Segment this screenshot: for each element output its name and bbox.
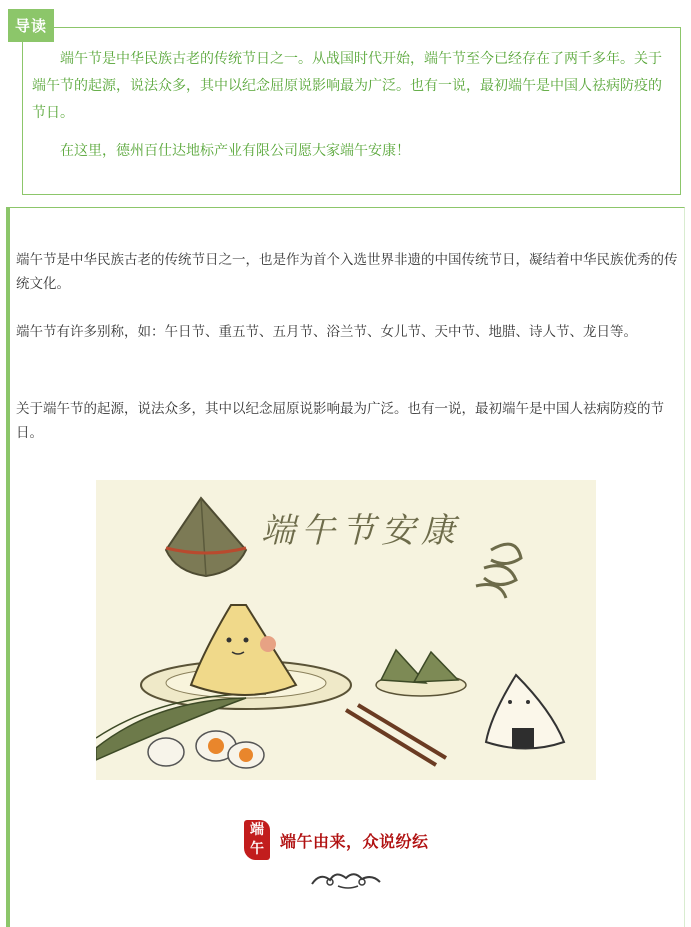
intro-paragraph: 端午节是中华民族古老的传统节日之一。从战国时代开始，端午节至今已经存在了两千多年。关于端午节的起源，说法众多，其中以纪念屈原说影响最为广泛。也有一说，最初端午是中国人祛病防疫的节日。 [32, 51, 662, 121]
rice-ball-character [191, 605, 296, 695]
intro-greeting: 在这里，德州百仕达地标产业有限公司愿大家端午安康！ [60, 143, 410, 159]
seal-text: 端午 [250, 822, 264, 857]
cloud-ornament-icon [308, 866, 388, 892]
intro-text [32, 46, 662, 165]
article-paragraph-2: 端午节有许多别称，如：午日节、重五节、五月节、浴兰节、女儿节、天中节、地腊、诗人节、龙日等。 [16, 324, 637, 340]
article-paragraph-3: 关于端午节的起源，说法众多，其中以纪念屈原说影响最为广泛。也有一说，最初端午是中国人祛病防疫的节日。 [16, 401, 664, 441]
section-heading [244, 820, 429, 860]
chopsticks [346, 710, 436, 765]
section-heading-text: 端午由来，众说纷纭 [280, 831, 429, 851]
banner-calligraphy: 端午节安康 [261, 511, 461, 551]
dragon-boat-banner [96, 480, 596, 780]
intro-tag: 导读 [8, 9, 54, 42]
article-paragraph-1: 端午节是中华民族古老的传统节日之一，也是作为首个入选世界非遗的中国传统节日，凝结着中华民族优秀的传统文化。 [16, 252, 678, 292]
salted-egg [148, 731, 264, 768]
zongzi-illustration [166, 498, 246, 576]
seal-stamp [244, 820, 270, 860]
